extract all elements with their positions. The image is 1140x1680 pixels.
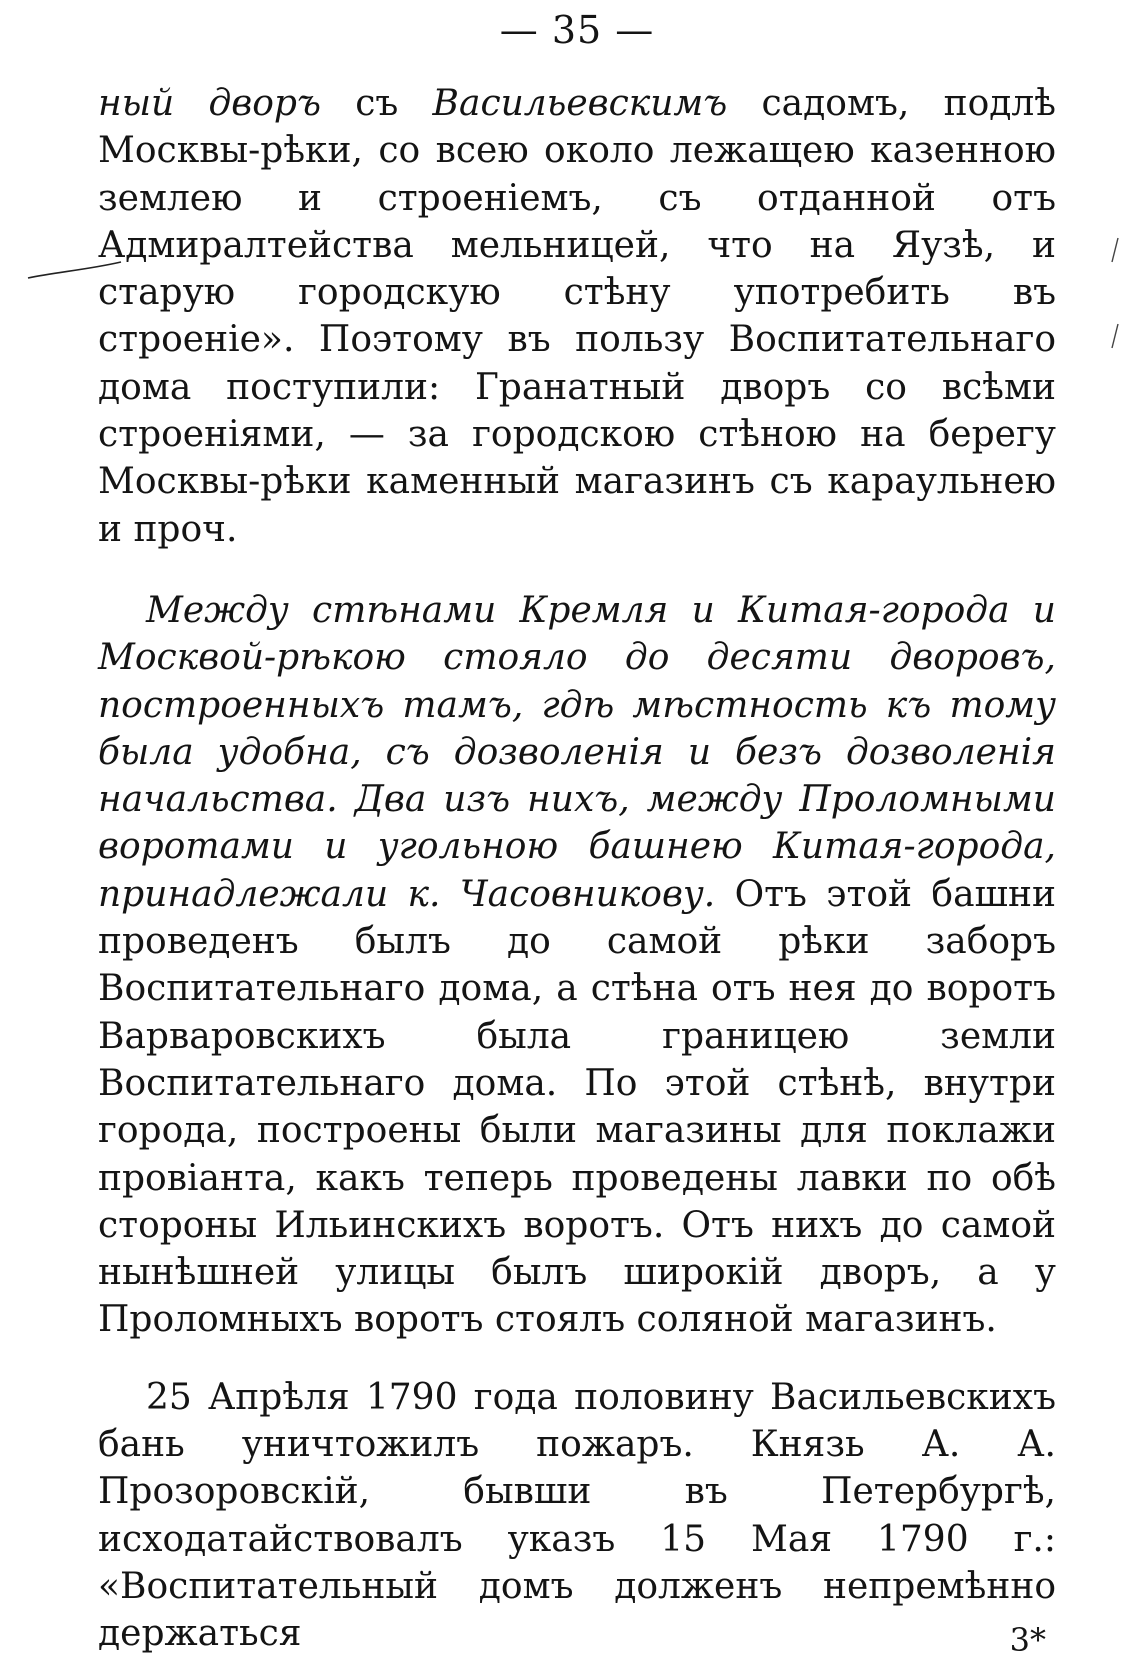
paragraph-1-connector: съ	[320, 83, 433, 124]
book-page	[98, 0, 1056, 1680]
paragraph-1-text: садомъ, подлѣ Москвы-рѣки, со всею около лежащею казенною землею и строеніемъ, съ отданной отъ Адмиралтейства мельницей, что на Яузѣ, и старую городскую стѣну употребить въ строеніе». Поэтому въ пользу Воспитательнаго дома поступили: Гранатный дворъ со всѣми строеніями, — за городскою стѣною на берегу Москвы-рѣки каменный магазинъ съ караульнею и проч.	[98, 83, 1056, 550]
paragraph-gap	[98, 553, 1056, 587]
italic-passage: Между стѣнами Кремля и Китая-города и Москвой-рѣкою стояло до десяти дворовъ, построенныхъ тамъ, гдѣ мѣстность къ тому была удобна, съ дозволенія и безъ дозволенія начальства. Два изъ нихъ, между Проломными воротами и угольною башнею Китая-города, принадлежали к. Часовникову.	[98, 589, 1056, 915]
italic-lead: ный дворъ	[98, 83, 321, 124]
paragraph-1	[98, 80, 1056, 553]
pencil-margin-stroke	[26, 250, 136, 290]
page-number: — 35 —	[499, 8, 655, 52]
paragraph-3: 25 Апрѣля 1790 года половину Васильевскихъ бань уничтожилъ пожаръ. Князь А. А. Прозоровскій, бывши въ Петербургѣ, исходатайствовалъ указъ 15 Мая 1790 г.: «Воспитательный домъ долженъ непремѣнно держаться	[98, 1376, 1056, 1655]
paragraph-2-text: Отъ этой башни проведенъ былъ до самой рѣки заборъ Воспитательнаго дома, а стѣна отъ нея до воротъ Варваровскихъ была границею земли Воспитательнаго дома. По этой стѣнѣ, внутри города, построены были магазины для поклажи провіанта, какъ теперь проведены лавки по обѣ стороны Ильинскихъ воротъ. Отъ нихъ до самой нынѣшней улицы былъ широкій дворъ, а у Проломныхъ воротъ стоялъ соляной магазинъ.	[98, 873, 1056, 1341]
paragraph-2	[98, 587, 1056, 1344]
margin-tick-mark	[1108, 322, 1122, 352]
paragraph-gap	[98, 1344, 1056, 1374]
printer-signature-mark: 3*	[1009, 1621, 1046, 1659]
page-body	[98, 80, 1056, 1658]
margin-tick-mark	[1108, 236, 1122, 266]
italic-name: Васильевскимъ	[432, 83, 728, 124]
